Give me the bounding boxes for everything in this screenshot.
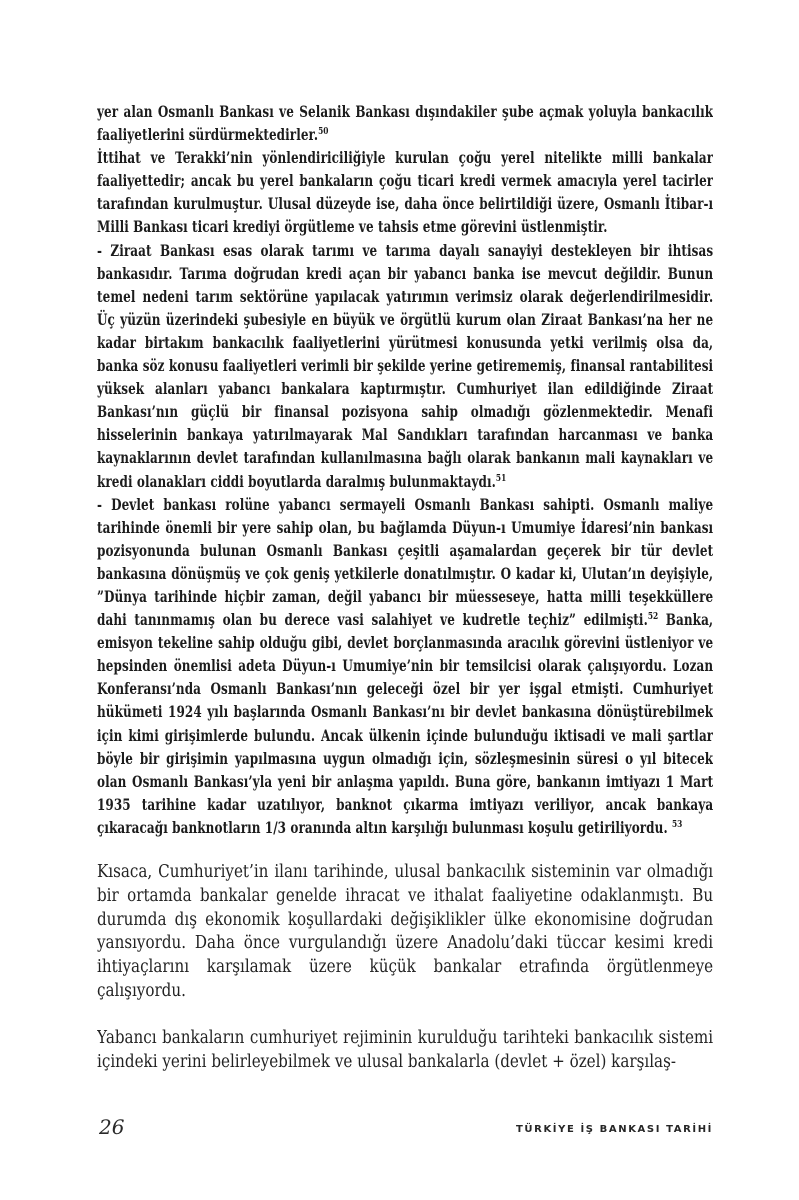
page-number: 26 (99, 1115, 125, 1139)
paragraph: İttihat ve Terakki’nin yönlendiriciliğiyle kurulan çoğu yerel nitelikte milli bankalar faaliyettedir; ancak bu yerel bankaların çoğu ticari kredi vermek amacıyla yerel tacirler tarafından kurulmuştur. Ulusal düzeyde ise, daha önce belirtildiği üzere, Osmanlı İtibar-ı Milli Bankası ticari krediyi örgütleme ve tahsis etme görevini üstlenmiştir. (97, 149, 713, 237)
paragraph: - Ziraat Bankası esas olarak tarımı ve tarıma dayalı sanayiyi destekleyen bir ihtisas bankasıdır. Tarıma doğrudan kredi açan bir yabancı banka ise mevcut değildir. Bunun temel nedeni tarım sektörüne yapılacak yatırımın verimsiz olarak değerlendirilmesidir. Üç yüzün üzerindeki şubesiyle en büyük ve örgütlü kurum olan Ziraat Bankası’na her ne kadar birtakım bankacılık faaliyetlerini yürütmesi konusunda yetki verilmiş olsa da, banka söz konusu faaliyetleri verimli bir şekilde yerine getirememiş, finansal rantabilitesi yüksek alanları yabancı bankalara kaptırmıştır. Cumhuriyet ilan edildiğinde Ziraat Bankası’nın güçlü bir finansal pozisyona sahip olmadığı gözlenmektedir. Menafi hisselerinin bankaya yatırılmayarak Mal Sandıkları tarafından harcanması ve banka kaynaklarının devlet tarafından kullanılmasına bağlı olarak bankanın mali kaynakları ve kredi olanakları ciddi boyutlarda daralmış bulunmaktaydı.$^{51}$ (97, 241, 713, 491)
body-paragraph-block-1 (97, 860, 713, 1012)
paragraph: yer alan Osmanlı Bankası ve Selanik Bankası dışındakiler şube açmak yoluyla bankacılık faaliyetlerini sürdürmektedirler.$^{50}$ (97, 103, 713, 145)
paragraph: - Devlet bankası rolüne yabancı sermayeli Osmanlı Bankası sahipti. Osmanlı maliye tarihinde önemli bir yere sahip olan, bu bağlamda Düyun-ı Umumiye İdaresi’nin bankası pozisyonunda bulunan Osmanlı Bankası çeşitli aşamalardan geçerek bir tür devlet bankasına dönüşmüş ve çok geniş yetkilerle donatılmıştır. O kadar ki, Ulutan’ın deyişiyle, ”Dünya tarihinde hiçbir zaman, değil yabancı bir müesseseye, hatta milli teşekküllere dahi tanınmamış olan bu derece vasi salahiyet ve kudretle teçhiz” edilmişti.$^{52}$ Banka, emisyon tekeline sahip olduğu gibi, devlet borçlanmasında aracılık görevini üstleniyor ve hepsinden önemlisi adeta Düyun-ı Umumiye’nin bir temsilcisi olarak çalışıyordu. Lozan Konferansı’nda Osmanlı Bankası’nın geleceği özel bir yer işgal etmişti. Cumhuriyet hükümeti 1924 yılı başlarında Osmanlı Bankası’nı bir devlet bankasına dönüştürebilmek için kimi girişimlerde bulundu. Ancak ülkenin içinde bulunduğu iktisadi ve mali şartlar böyle bir girişimin yapılmasına uygun olmadığı için, sözleşmesinin süresi o yıl bitecek olan Osmanlı Bankası’yla yeni bir anlaşma yapıldı. Buna göre, bankanın imtiyazı 1 Mart 1935 tarihine kadar uzatılıyor, banknot çıkarma imtiyazı veriliyor, ancak bankaya çıkaracağı banknotların 1/3 oranında altın karşılığı bulunması koşulu getiriliyordu. $^{53}$ (97, 495, 713, 837)
footnote-reference: 52 (647, 611, 659, 623)
footnote-reference: 53 (671, 818, 683, 830)
body-paragraph-text-1 (97, 860, 713, 1003)
body-paragraph-block-2 (97, 1026, 713, 1086)
body-paragraph-text-2 (97, 1026, 713, 1074)
paragraph: Yabancı bankaların cumhuriyet rejiminin kurulduğu tarihteki bankacılık sistemi içindeki yerini belirleyebilmek ve ulusal bankalarla (devlet + özel) karşılaş- (97, 1027, 713, 1072)
footnoted-notes-text (97, 101, 713, 840)
footnote-reference: 50 (318, 126, 329, 138)
footnote-reference: 51 (495, 472, 507, 484)
running-title: TÜRKİYE İŞ BANKASI TARİHİ (516, 1124, 713, 1135)
paragraph: Kısaca, Cumhuriyet’in ilanı tarihinde, ulusal bankacılık sisteminin var olmadığı bir ortamda bankalar genelde ihracat ve ithalat faaliyetine odaklanmıştı. Bu durumda dış ekonomik koşullardaki değişiklikler ülke ekonomisine doğrudan yansıyordu. Daha önce vurgulandığı üzere Anadolu’daki tüccar kesimi kredi ihtiyaçlarını karşılamak üzere küçük bankalar etrafında örgütlenmeye çalışıyordu. (97, 861, 713, 1001)
footnoted-notes-block (97, 101, 713, 853)
